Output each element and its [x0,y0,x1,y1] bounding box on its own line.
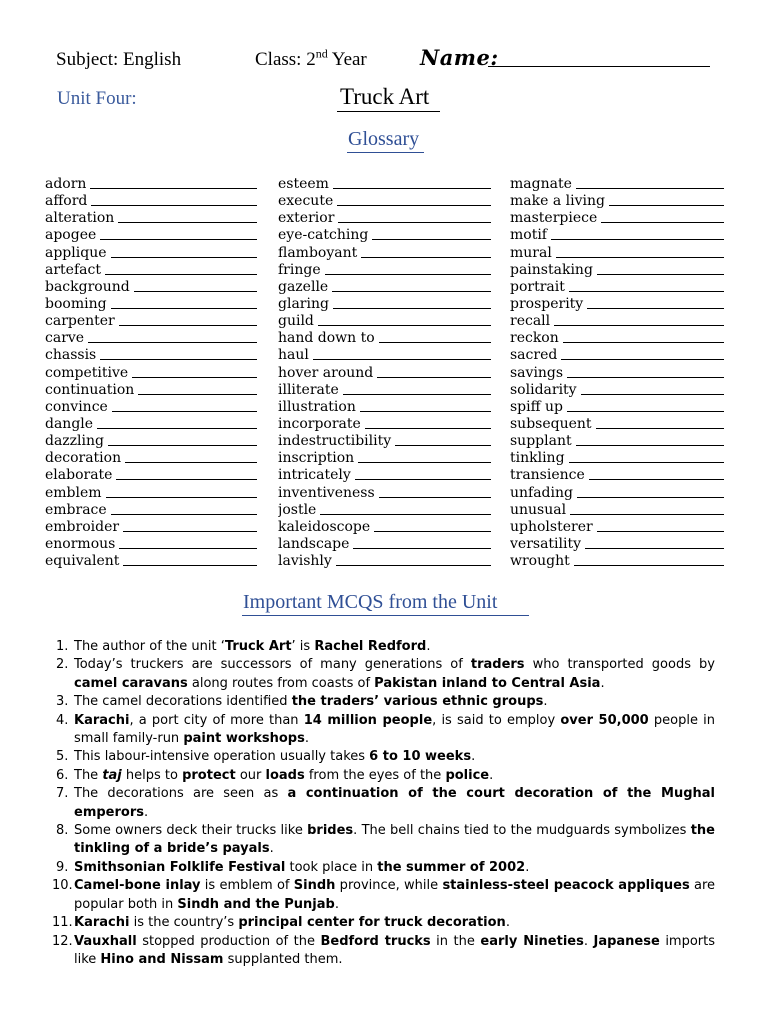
glossary-entry [278,519,491,536]
glossary-word: jostle [278,502,320,518]
glossary-entry [510,467,724,484]
glossary-entry [278,245,491,262]
glossary-entry [278,553,491,570]
mcq-text: Today’s truckers are successors of many generations of [74,657,471,673]
glossary-word: decoration [45,450,125,466]
mcq-number: 3. [56,694,69,710]
glossary-entry [510,176,724,193]
mcq-item [52,638,715,656]
mcq-text: This labour-intensive operation usually takes [74,749,370,765]
glossary-word: carve [45,330,88,346]
glossary-entry [278,485,491,502]
mcq-text: . [426,639,431,654]
glossary-column-2 [278,176,491,570]
glossary-word: motif [510,227,551,243]
glossary-entry [45,450,257,467]
mcq-text: supplanted them. [223,951,343,967]
mcq-key-term: Japanese [593,933,660,949]
glossary-word: background [45,279,134,295]
mcq-text: stopped production of the [136,933,321,949]
mcq-item [52,712,715,749]
mcq-number: 1. [56,639,69,654]
glossary-entry [45,245,257,262]
glossary-word: subsequent [510,416,596,432]
glossary-entry [278,450,491,467]
glossary-word: illustration [278,399,360,415]
glossary-word: eye-catching [278,227,372,243]
glossary-entry [510,365,724,382]
mcq-text: . [334,896,339,912]
glossary-entry [510,519,724,536]
glossary-word: flamboyant [278,245,361,261]
mcq-text: imports like [74,933,716,967]
glossary-entry [278,433,491,450]
mcq-key-term: protect [182,767,236,783]
mcq-text: in the [430,933,481,949]
glossary-word: equivalent [45,553,123,569]
glossary-word: enormous [45,536,119,552]
glossary-word: continuation [45,382,138,398]
glossary-entry [278,176,491,193]
mcq-key-term: the traders’ various ethnic groups [291,694,544,710]
mcq-number: 4. [56,712,69,728]
worksheet-header [56,45,736,75]
mcq-text: is the country’s [129,915,239,931]
mcq-item [52,767,715,785]
glossary-word: hand down to [278,330,379,346]
glossary-word: make a living [510,193,609,209]
glossary-entry [45,347,257,364]
glossary-word: elaborate [45,467,116,483]
glossary-word: kaleidoscope [278,519,374,535]
mcq-key-term: loads [265,767,305,783]
class-ordinal: nd [315,46,328,61]
class-suffix: Year [327,49,367,70]
mcq-text: . The bell chains tied to the mudguards symbolizes [353,823,691,839]
mcq-heading-underline [242,615,529,616]
mcq-text: The decorations are seen as [74,786,288,802]
glossary-entry [510,553,724,570]
glossary-entry [45,485,257,502]
mcq-text: . [304,731,309,747]
glossary-entry [278,536,491,553]
glossary-word: adorn [45,176,90,192]
glossary-word: unusual [510,502,570,518]
mcq-number: 12. [52,933,73,949]
glossary-word: savings [510,365,567,381]
glossary-entry [278,210,491,227]
glossary-column-1 [45,176,257,570]
glossary-word: esteem [278,176,333,192]
glossary-entry [45,502,257,519]
glossary-entry [278,193,491,210]
glossary-word: intricately [278,467,355,483]
glossary-word: gazelle [278,279,332,295]
mcq-number: 5. [56,749,69,765]
mcq-key-term: Pakistan inland to Central Asia [374,675,601,691]
glossary-entry [510,536,724,553]
mcq-key-term: police [445,767,490,783]
mcq-text: . [489,767,494,783]
glossary-word: glaring [278,296,333,312]
mcq-text: The [74,767,103,783]
class-label [255,46,367,71]
mcq-key-term: Bedford trucks [320,933,431,949]
glossary-entry [45,365,257,382]
glossary-entry [278,330,491,347]
glossary-word: lavishly [278,553,336,569]
mcq-heading: Important MCQS from the Unit [243,591,498,613]
glossary-entry [510,279,724,296]
mcq-key-term: Vauxhall [74,933,137,949]
glossary-entry [278,227,491,244]
mcq-key-term: Smithsonian Folklife Festival [74,859,286,875]
mcq-text: . [471,749,476,765]
glossary-entry [510,416,724,433]
mcq-text: . [505,915,510,931]
glossary-entry [45,210,257,227]
mcq-key-term: Karachi [74,915,130,931]
glossary-column-3 [510,176,724,570]
glossary-word: spiff up [510,399,567,415]
glossary-word: upholsterer [510,519,597,535]
mcq-text: . [543,694,548,710]
glossary-word: unfading [510,485,577,501]
glossary-entry [45,279,257,296]
glossary-entry [510,485,724,502]
mcq-number: 7. [56,786,69,802]
glossary-word: execute [278,193,337,209]
glossary-entry [278,365,491,382]
mcq-number: 11. [52,915,73,931]
glossary-entry [45,536,257,553]
mcq-key-term: the tinkling of a bride’s payals [74,823,715,857]
glossary-word: applique [45,245,111,261]
mcq-text: ’ is [291,639,315,654]
glossary-entry [278,296,491,313]
glossary-entry [278,347,491,364]
glossary-entry [510,399,724,416]
mcq-key-term: early Nineties [480,933,584,949]
mcq-key-term: over 50,000 [560,712,649,728]
glossary-entry [510,296,724,313]
glossary-entry [45,382,257,399]
mcq-number: 6. [56,767,69,783]
mcq-number: 2. [56,657,69,673]
glossary-word: dangle [45,416,97,432]
glossary-word: dazzling [45,433,108,449]
glossary-entry [510,210,724,227]
mcq-text: . [600,675,605,691]
mcq-key-term: stainless-steel peacock appliques [442,878,690,894]
glossary-word: prosperity [510,296,587,312]
mcq-text: province, while [335,878,443,894]
glossary-word: convince [45,399,112,415]
mcq-key-term: camel caravans [74,675,188,691]
mcq-text: along routes from coasts of [187,675,375,691]
glossary-entry [510,245,724,262]
glossary-entry [510,450,724,467]
mcq-text: from the eyes of the [304,767,446,783]
mcq-list [52,638,715,969]
glossary-entry [510,193,724,210]
mcq-key-term: Karachi [74,712,130,728]
unit-title-underline [337,111,440,112]
subject-label: Subject: English [56,49,182,70]
glossary-word: mural [510,245,556,261]
mcq-item [52,859,715,877]
glossary-entry [510,227,724,244]
glossary-word: reckon [510,330,563,346]
glossary-entry [278,416,491,433]
mcq-text: , is said to employ [432,712,561,728]
glossary-word: landscape [278,536,353,552]
glossary-entry [510,502,724,519]
glossary-word: emblem [45,485,106,501]
glossary-word: embroider [45,519,123,535]
glossary-entry [45,519,257,536]
glossary-word: embrace [45,502,111,518]
mcq-item [52,785,715,822]
glossary-entry [510,330,724,347]
glossary-entry [45,416,257,433]
mcq-key-term: paint workshops [183,731,305,747]
mcq-text: helps to [121,767,183,783]
mcq-item [52,693,715,711]
mcq-key-term: a continuation of the court decoration of the Mughal emperors [74,786,715,820]
mcq-key-term: brides [307,823,354,839]
mcq-key-term: 6 to 10 weeks [369,749,472,765]
glossary-word: wrought [510,553,574,569]
mcq-text: . [583,933,594,949]
glossary-word: solidarity [510,382,581,398]
mcq-text: The camel decorations identified [74,694,292,710]
mcq-key-term: Hino and Nissam [100,951,224,967]
name-label: Name: [420,45,499,70]
glossary-word: inventiveness [278,485,379,501]
mcq-text: people in small family-run [74,712,715,747]
mcq-text: . [143,804,149,820]
mcq-number: 9. [56,859,69,875]
glossary-word: exterior [278,210,338,226]
glossary-entry [45,433,257,450]
glossary-word: booming [45,296,111,312]
glossary-word: apogee [45,227,100,243]
mcq-key-term: taj [102,767,122,783]
name-blank-line[interactable] [488,66,710,67]
mcq-key-term: Camel-bone inlay [74,878,201,894]
glossary-entry [510,433,724,450]
mcq-key-term: Rachel Redford [314,639,427,654]
unit-label: Unit Four: [57,88,137,109]
mcq-number: 8. [56,823,69,839]
glossary-entry [278,399,491,416]
glossary-word: competitive [45,365,132,381]
glossary-heading-underline [347,152,424,153]
glossary-entry [510,347,724,364]
mcq-text: The author of the unit ‘ [74,639,225,654]
mcq-key-term: traders [470,657,525,673]
glossary-heading: Glossary [348,128,420,150]
mcq-text: . [269,841,274,857]
glossary-word: supplant [510,433,576,449]
glossary-entry [278,279,491,296]
glossary-word: fringe [278,262,325,278]
mcq-text: took place in [285,859,378,875]
glossary-word: illiterate [278,382,343,398]
glossary-entry [45,262,257,279]
glossary-word: haul [278,347,313,363]
glossary-word: tinkling [510,450,569,466]
glossary-entry [45,467,257,484]
glossary-word: painstaking [510,262,597,278]
glossary-entry [278,313,491,330]
mcq-text: . [525,859,530,875]
glossary-word: incorporate [278,416,365,432]
glossary-entry [45,176,257,193]
glossary-word: portrait [510,279,569,295]
mcq-item [52,914,715,932]
glossary-word: versatility [510,536,585,552]
glossary-entry [45,330,257,347]
glossary-word: guild [278,313,318,329]
mcq-number: 10. [52,878,73,894]
glossary-word: alteration [45,210,118,226]
mcq-item [52,822,715,859]
mcq-item [52,748,715,766]
glossary-word: artefact [45,262,105,278]
mcq-key-term: Truck Art [224,639,292,654]
glossary-word: transience [510,467,589,483]
glossary-word: indestructibility [278,433,395,449]
mcq-key-term: the summer of 2002 [377,859,526,875]
glossary-word: inscription [278,450,358,466]
mcq-item [52,656,715,693]
mcq-key-term: 14 million people [303,712,433,728]
glossary-word: masterpiece [510,210,601,226]
mcq-key-term: Sindh [293,878,336,894]
mcq-text: , a port city of more than [129,712,304,728]
glossary-word: recall [510,313,554,329]
glossary-entry [45,296,257,313]
unit-title: Truck Art [340,84,430,109]
mcq-item [52,877,715,914]
glossary-entry [510,313,724,330]
glossary-entry [45,313,257,330]
glossary-word: hover around [278,365,377,381]
glossary-entry [45,553,257,570]
glossary-entry [45,227,257,244]
mcq-text: who transported goods by [524,657,715,673]
mcq-text: are popular both in [74,878,716,912]
glossary-entry [278,467,491,484]
mcq-text: our [235,767,266,783]
glossary-entry [45,399,257,416]
class-prefix: Class: 2 [255,49,316,70]
glossary-word: chassis [45,347,100,363]
mcq-text: Some owners deck their trucks like [74,823,308,839]
glossary-word: sacred [510,347,561,363]
glossary-entry [278,262,491,279]
mcq-item [52,933,715,970]
glossary-word: carpenter [45,313,119,329]
glossary-entry [278,502,491,519]
mcq-key-term: principal center for truck decoration [238,915,506,931]
mcq-key-term: Sindh and the Punjab [177,896,335,912]
glossary-entry [278,382,491,399]
mcq-text: is emblem of [200,878,294,894]
glossary-entry [510,262,724,279]
glossary-entry [45,193,257,210]
glossary-word: magnate [510,176,576,192]
glossary-word: afford [45,193,91,209]
glossary-entry [510,382,724,399]
